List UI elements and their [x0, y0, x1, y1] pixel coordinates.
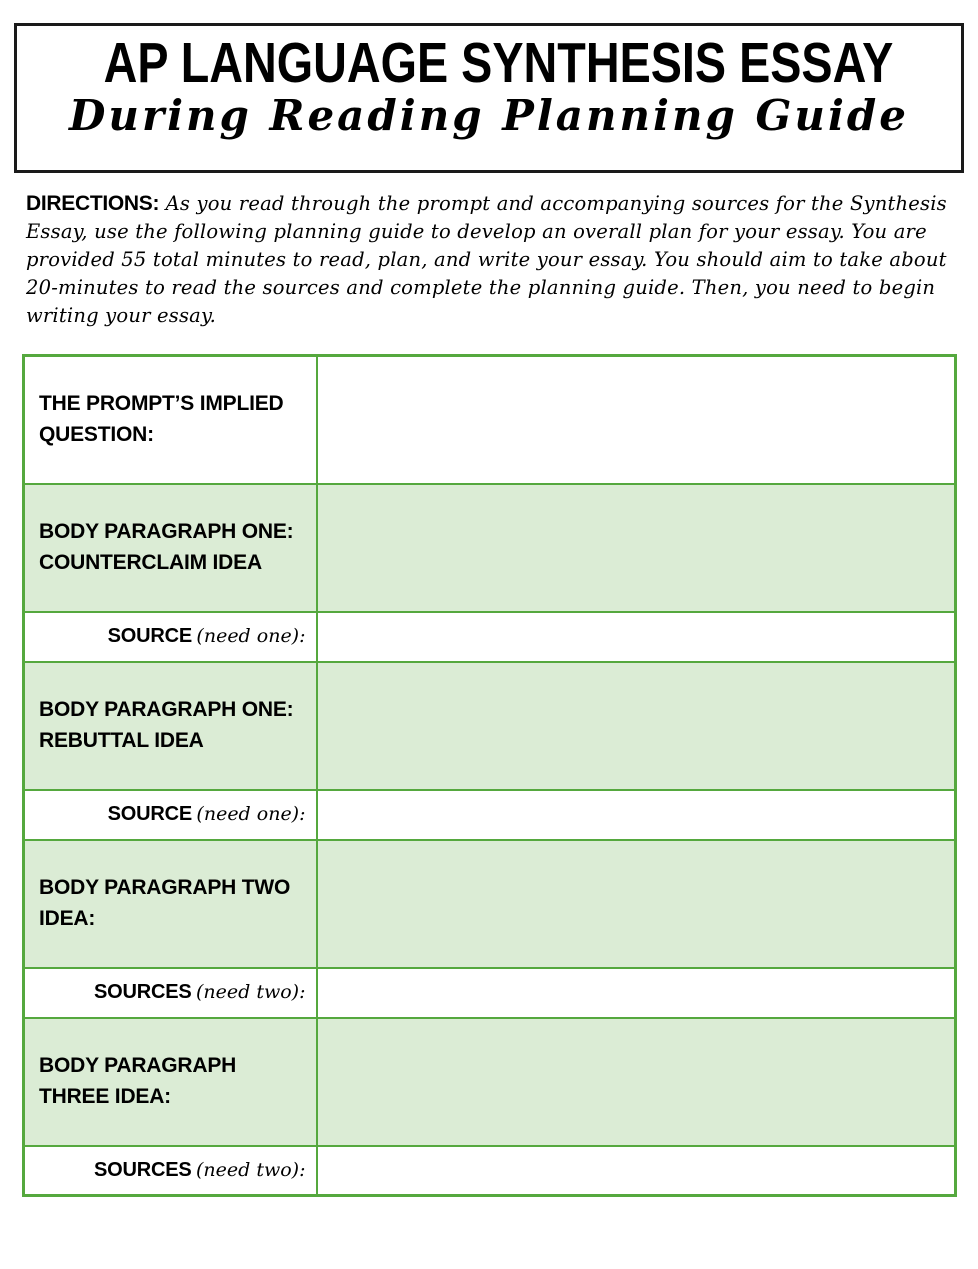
entry-cell-bp2-idea[interactable] [317, 840, 956, 968]
directions-text: As you read through the prompt and accompanying sources for the Synthesis Essay, use the following planning guide to develop an overall plan for your essay. You are provided 55 total minutes to read, plan, and write your essay. You should aim to take about 20-minutes to read the sources and complete the planning guide. Then, you need to begin writing your essay. [26, 192, 947, 327]
source-label-script: (need two): [196, 981, 306, 1003]
row-label-cell [24, 484, 317, 612]
source-label-script: (need two): [196, 1158, 306, 1181]
row-label-cell [24, 790, 317, 840]
source-label-bold: SOURCES [94, 981, 192, 1003]
entry-cell-bp3-idea[interactable] [317, 1018, 956, 1146]
entry-cell-sources-2[interactable] [317, 1146, 956, 1196]
row-label-cell [24, 840, 317, 968]
source-label-bold: SOURCES [94, 1158, 192, 1181]
table-row-bp1-rebuttal [24, 662, 956, 790]
row-label-cell [24, 1146, 317, 1196]
row-label: BODY PARAGRAPH ONE: REBUTTAL IDEA [39, 698, 294, 752]
page-subtitle: During Reading Planning Guide [68, 91, 909, 141]
row-label: THE PROMPT’S IMPLIED QUESTION: [39, 392, 284, 446]
entry-cell-sources-1[interactable] [317, 968, 956, 1018]
entry-cell-prompt-question[interactable] [317, 356, 956, 484]
source-label-bold: SOURCE [107, 803, 192, 825]
row-label-cell [24, 612, 317, 662]
table-row-bp2-idea [24, 840, 956, 968]
table-row-source-2 [24, 790, 956, 840]
row-label: BODY PARAGRAPH ONE: COUNTERCLAIM IDEA [39, 520, 294, 574]
table-row-prompt-question [24, 356, 956, 484]
entry-cell-source-2[interactable] [317, 790, 956, 840]
directions-paragraph [26, 190, 952, 330]
table-row-sources-2 [24, 1146, 956, 1196]
row-label-cell [24, 1018, 317, 1146]
table-row-bp1-counterclaim [24, 484, 956, 612]
worksheet-title-box [14, 23, 964, 173]
table-row-source-1 [24, 612, 956, 662]
source-label-script: (need one): [196, 803, 306, 825]
page-title: AP LANGUAGE SYNTHESIS ESSAY [103, 31, 894, 95]
table-row-bp3-idea [24, 1018, 956, 1146]
entry-cell-bp1-counterclaim[interactable] [317, 484, 956, 612]
planning-table-body [24, 356, 956, 1196]
row-label-cell [24, 662, 317, 790]
planning-table [22, 354, 957, 1197]
row-label-cell [24, 356, 317, 484]
entry-cell-source-1[interactable] [317, 612, 956, 662]
table-row-sources-1 [24, 968, 956, 1018]
entry-cell-bp1-rebuttal[interactable] [317, 662, 956, 790]
row-label: BODY PARAGRAPH TWO IDEA: [39, 876, 291, 930]
row-label-cell [24, 968, 317, 1018]
source-label-bold: SOURCE [107, 625, 192, 647]
row-label: BODY PARAGRAPH THREE IDEA: [39, 1054, 237, 1108]
page-title-wrap [17, 31, 961, 95]
source-label-script: (need one): [196, 625, 306, 647]
directions-label: DIRECTIONS: [26, 192, 160, 215]
